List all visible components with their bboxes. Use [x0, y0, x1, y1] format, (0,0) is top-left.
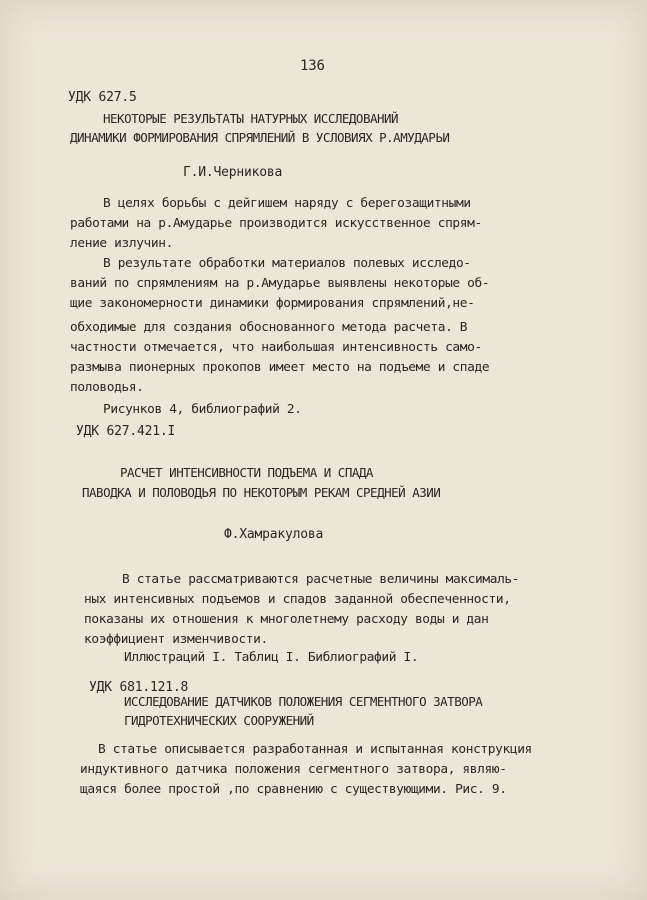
article-1-body-line-9: размыва пионерных прокопов имеет место на подъеме и спаде: [70, 360, 490, 375]
article-1-body-line-8: частности отмечается, что наибольшая интенсивность само-: [70, 340, 482, 355]
article-3-title-line-2: ГИДРОТЕХНИЧЕСКИХ СООРУЖЕНИЙ: [124, 713, 314, 728]
article-2-author: Ф.Хамракулова: [224, 527, 324, 542]
article-1-body-line-4: В результате обработки материалов полевых исследо-: [103, 256, 471, 271]
article-1-body-line-1: В целях борьбы с дейгишем наряду с берегозащитными: [103, 196, 471, 211]
article-3-title-line-1: ИССЛЕДОВАНИЕ ДАТЧИКОВ ПОЛОЖЕНИЯ СЕГМЕНТНОГО ЗАТВОРА: [124, 694, 483, 709]
article-2-body-line-4: коэффициент изменчивости.: [84, 632, 268, 647]
article-3-body-line-2: индуктивного датчика положения сегментного затвора, являю-: [80, 762, 507, 777]
article-2-body-line-3: показаны их отношения к многолетнему расходу воды и дан: [84, 612, 489, 627]
article-2-udk: УДК 627.421.I: [76, 424, 176, 439]
article-1-title-line-2: ДИНАМИКИ ФОРМИРОВАНИЯ СПРЯМЛЕНИЙ В УСЛОВИЯХ Р.АМУДАРЬИ: [70, 130, 450, 145]
article-1-body-line-7: обходимые для создания обоснованного метода расчета. В: [70, 320, 468, 335]
article-1-body-line-5: ваний по спрямлениям на р.Амударье выявлены некоторые об-: [70, 276, 490, 291]
article-1-udk: УДК 627.5: [68, 90, 137, 105]
article-1-body-line-10: половодья.: [70, 380, 144, 395]
article-1-title-line-1: НЕКОТОРЫЕ РЕЗУЛЬТАТЫ НАТУРНЫХ ИССЛЕДОВАНИЙ: [103, 111, 399, 126]
article-1-body-line-2: работами на р.Амударье производится искусственное спрям-: [70, 216, 482, 231]
article-2-body-line-2: ных интенсивных подъемов и спадов заданной обеспеченности,: [84, 592, 511, 607]
article-1-footnote: Рисунков 4, библиографий 2.: [103, 402, 302, 417]
article-3-body-line-1: В статье описывается разработанная и испытанная конструкция: [98, 742, 532, 757]
article-2-title-line-1: РАСЧЕТ ИНТЕНСИВНОСТИ ПОДЪЕМА И СПАДА: [120, 465, 373, 480]
page-number: 136: [300, 58, 325, 74]
article-1-body-line-6: щие закономерности динамики формирования спрямлений,не-: [70, 296, 475, 311]
article-1-author: Г.И.Черникова: [183, 165, 283, 180]
article-3-body-line-3: щаяся более простой ,по сравнению с существующими. Рис. 9.: [80, 782, 507, 797]
article-2-footnote: Иллюстраций I. Таблиц I. Библиографий I.: [124, 650, 419, 665]
article-1-body-line-3: ление излучин.: [70, 236, 173, 251]
article-2-title-line-2: ПАВОДКА И ПОЛОВОДЬЯ ПО НЕКОТОРЫМ РЕКАМ СРЕДНЕЙ АЗИИ: [82, 485, 441, 500]
article-3-udk: УДК 681.121.8: [89, 680, 189, 695]
article-2-body-line-1: В статье рассматриваются расчетные величины максималь-: [122, 572, 520, 587]
